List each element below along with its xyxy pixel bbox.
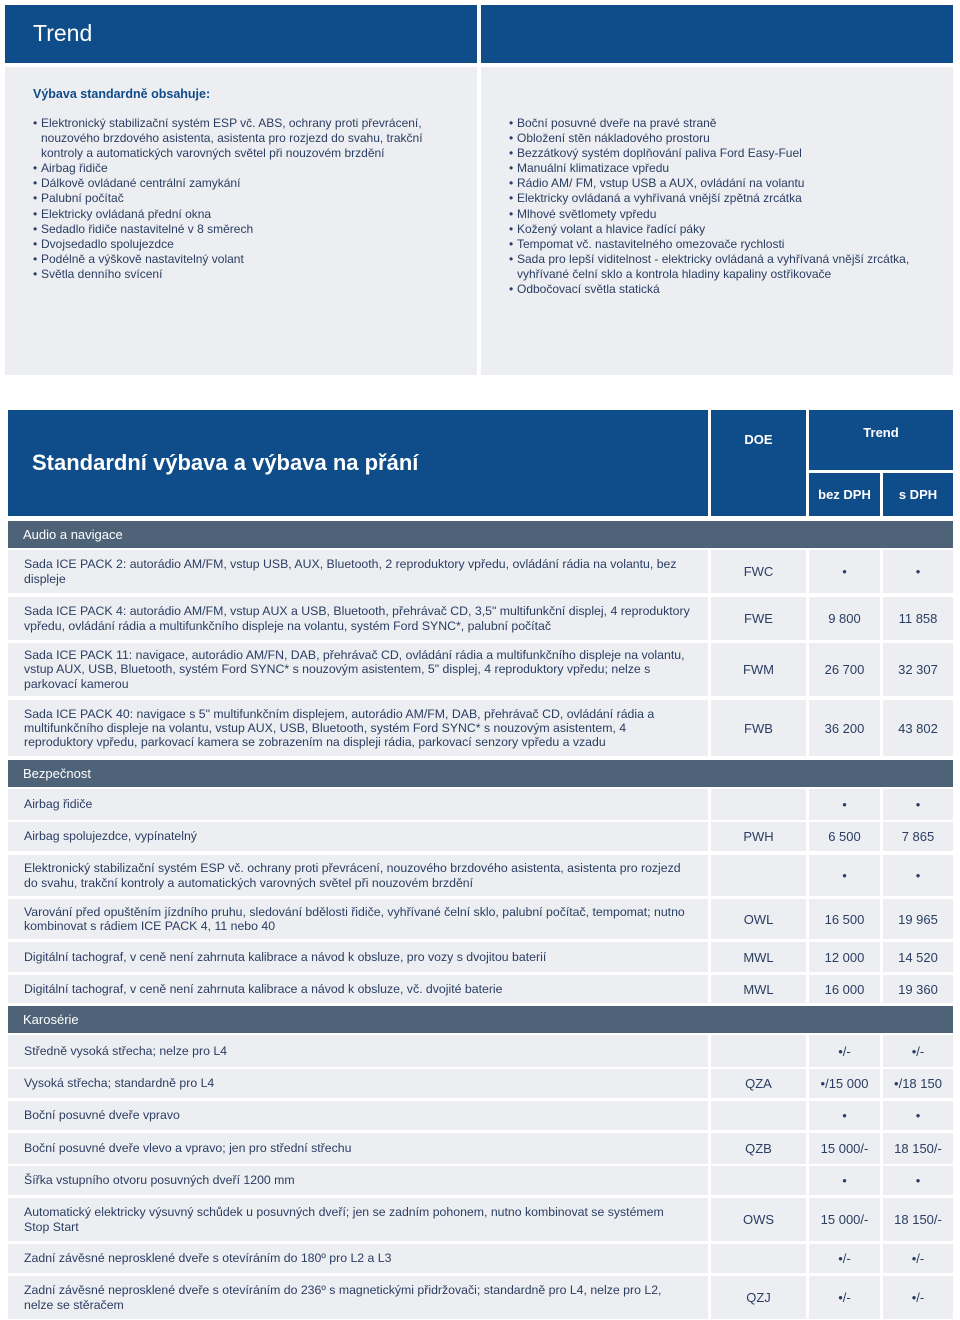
feature-item: • Podélně a výškově nastavitelný volant — [33, 252, 463, 267]
price-bez-dph-text: • — [842, 1108, 847, 1123]
option-code-text: FWE — [744, 611, 773, 626]
option-code — [711, 899, 806, 939]
price-bez-dph-text: 12 000 — [824, 949, 865, 965]
price-bez-dph-text: •/15 000 — [820, 1076, 869, 1091]
option-code-text: OWS — [742, 1212, 775, 1227]
option-description — [8, 1133, 708, 1164]
column-header-s-dph: s DPH — [883, 473, 953, 516]
price-bez-dph-text: 15 000/- — [820, 1212, 869, 1227]
table-row — [8, 855, 953, 896]
option-code — [711, 1166, 806, 1195]
option-code — [711, 1069, 806, 1098]
price-s-dph — [883, 1276, 953, 1319]
option-code — [711, 1244, 806, 1273]
option-description — [8, 1166, 708, 1195]
option-code — [711, 1276, 806, 1319]
price-bez-dph-text: 6 500 — [828, 829, 861, 844]
price-s-dph — [883, 1069, 953, 1098]
price-bez-dph — [809, 1244, 880, 1273]
feature-item: • Kožený volant a hlavice řadící páky — [509, 222, 939, 237]
price-s-dph — [883, 899, 953, 939]
price-s-dph-text: 11 858 — [898, 611, 938, 626]
standard-feature-list-right — [509, 116, 939, 297]
trend-subtitle: Výbava standardně obsahuje: — [33, 87, 211, 101]
trend-header-right — [481, 5, 953, 63]
price-s-dph-text: 32 307 — [898, 662, 938, 677]
table-row — [8, 1244, 953, 1273]
price-bez-dph — [809, 1276, 880, 1319]
feature-item: • Obložení stěn nákladového prostoru — [509, 131, 939, 146]
price-s-dph-text: 7 865 — [901, 829, 935, 844]
price-bez-dph — [809, 1101, 880, 1130]
option-description — [8, 899, 708, 939]
table-row — [8, 700, 953, 756]
price-bez-dph — [809, 899, 880, 939]
price-s-dph-text: •/- — [911, 1290, 925, 1305]
option-description-text: Středně vysoká střecha; nelze pro L4 — [24, 1043, 228, 1058]
option-code-text: QZJ — [746, 1290, 771, 1305]
price-s-dph — [883, 550, 953, 593]
standard-feature-list-left — [33, 116, 463, 282]
option-description — [8, 789, 708, 820]
price-s-dph — [883, 700, 953, 756]
option-description-text: Zadní závěsné neprosklené dveře s otevíráním do 180º pro L2 a L3 — [24, 1251, 392, 1266]
price-s-dph-text: • — [915, 868, 921, 883]
price-bez-dph — [809, 700, 880, 756]
option-description-text: Sada ICE PACK 4: autorádio AM/FM, vstup AUX a USB, Bluetooth, přehrávač CD, 3,5" multifunkční displej, 4 reproduktory vpředu, ovládání rádia a multifunkčního displeje na volantu, systém Ford SYNC*, palubní počítač — [24, 604, 690, 633]
option-code-text: QZB — [745, 1141, 772, 1156]
option-code — [711, 1133, 806, 1164]
price-bez-dph-text: • — [842, 868, 847, 883]
price-bez-dph — [809, 942, 880, 972]
option-description-text: Sada ICE PACK 2: autorádio AM/FM, vstup USB, AUX, Bluetooth, 2 reproduktory vpředu, ovládání rádia na volantu, bez displeje — [24, 557, 677, 586]
option-code — [711, 789, 806, 820]
trend-header — [5, 5, 477, 63]
option-description — [8, 855, 708, 896]
options-title-box — [8, 410, 708, 516]
price-s-dph — [883, 942, 953, 972]
option-code — [711, 822, 806, 851]
price-s-dph — [883, 1244, 953, 1273]
option-description — [8, 1198, 708, 1241]
feature-item: • Dvojsedadlo spolujezdce — [33, 237, 463, 252]
option-description — [8, 700, 708, 756]
option-description — [8, 1276, 708, 1319]
column-header-bez-dph: bez DPH — [809, 473, 880, 516]
option-code — [711, 1035, 806, 1067]
trend-panel — [5, 5, 953, 375]
option-description-text: Airbag spolujezdce, vypínatelný — [24, 829, 197, 844]
option-code-text: MWL — [743, 949, 774, 965]
price-s-dph — [883, 1101, 953, 1130]
option-description-text: Elektronický stabilizační systém ESP vč. ochrany proti převrácení, nouzového brzdového asistenta, asistenta pro rozjezd do svahu, trakční kontroly a automatických varovných světel při nouzovém brzdění — [24, 861, 681, 890]
option-code — [711, 700, 806, 756]
feature-item: • Tempomat vč. nastavitelného omezovače rychlosti — [509, 237, 939, 252]
price-s-dph-text: • — [915, 564, 921, 579]
feature-item: • Elektronický stabilizační systém ESP vč. ABS, ochrany proti převrácení, nouzového brzdového asistenta, asistenta pro rozjezd do svahu, trakční kontroly a automatických varovných světel při nouzovém brzdění — [33, 116, 463, 161]
section-header: Karosérie — [8, 1006, 953, 1033]
price-s-dph-text: 14 520 — [898, 949, 938, 965]
price-s-dph-text: •/18 150 — [894, 1076, 942, 1091]
table-row — [8, 1198, 953, 1241]
price-s-dph — [883, 1198, 953, 1241]
feature-item: • Dálkově ovládané centrální zamykání — [33, 176, 463, 191]
table-row — [8, 1276, 953, 1319]
option-description — [8, 942, 708, 972]
option-code-text: MWL — [743, 981, 774, 997]
section-header: Audio a navigace — [8, 521, 953, 548]
option-description-text: Vysoká střecha; standardně pro L4 — [24, 1076, 215, 1091]
price-s-dph — [883, 822, 953, 851]
option-description-text: Digitální tachograf, v ceně není zahrnuta kalibrace a návod k obsluze, pro vozy s dvojitou baterií — [24, 949, 547, 964]
price-bez-dph — [809, 1035, 880, 1067]
price-bez-dph-text: 9 800 — [828, 611, 861, 626]
price-bez-dph-text: 16 000 — [824, 981, 865, 997]
option-description — [8, 822, 708, 851]
price-bez-dph — [809, 855, 880, 896]
option-description — [8, 1101, 708, 1130]
table-row — [8, 942, 953, 972]
price-s-dph-text: 18 150/- — [894, 1212, 942, 1227]
price-bez-dph — [809, 1133, 880, 1164]
feature-item: • Mlhové světlomety vpředu — [509, 207, 939, 222]
price-s-dph-text: • — [915, 1108, 921, 1123]
price-bez-dph-text: 26 700 — [824, 662, 865, 677]
feature-item: • Rádio AM/ FM, vstup USB a AUX, ovládání na volantu — [509, 176, 939, 191]
price-bez-dph — [809, 597, 880, 640]
option-code — [711, 1101, 806, 1130]
feature-item: • Světla denního svícení — [33, 267, 463, 282]
price-s-dph-text: 43 802 — [898, 720, 938, 736]
price-s-dph — [883, 643, 953, 696]
price-s-dph — [883, 1133, 953, 1164]
table-row — [8, 643, 953, 696]
price-s-dph-text: 19 360 — [898, 981, 938, 997]
price-s-dph — [883, 855, 953, 896]
feature-item: • Sada pro lepší viditelnost - elektricky ovládaná a vyhřívaná vnější zrcátka, vyhřívané čelní sklo a kontrola hladiny kapaliny ostřikovače — [509, 252, 939, 282]
price-bez-dph — [809, 822, 880, 851]
option-code-text: OWL — [743, 911, 774, 927]
option-description — [8, 1244, 708, 1273]
table-row — [8, 550, 953, 593]
option-description-text: Sada ICE PACK 40: navigace s 5" multifunkčním displejem, autorádio AM/FM, DAB, přehrávač CD, ovládání rádia a multifunkčního displeje na volantu, vstup AUX, USB, Bluetooth, systém Ford SYNC* s nouzovým asistentem, 4 reproduktory vpředu, parkovací kamera se zobrazením na displeji rádia, parkovací senzory vpředu a vzadu — [24, 706, 655, 750]
table-row — [8, 1035, 953, 1067]
table-row — [8, 1166, 953, 1195]
option-description-text: Sada ICE PACK 11: navigace, autorádio AM/FN, DAB, přehrávač CD, ovládání rádia a multifunkčního displeje na volantu, vstup AUX, USB, Bluetooth, systém Ford SYNC* s nouzovým asistentem, 5" displej, 4 reproduktory vpředu; nelze s parkovací kamerou — [24, 648, 685, 691]
trend-standard-right — [481, 67, 953, 375]
price-bez-dph-text: 15 000/- — [820, 1141, 869, 1156]
table-row — [8, 975, 953, 1003]
price-bez-dph — [809, 1198, 880, 1241]
option-code — [711, 597, 806, 640]
price-bez-dph-text: •/- — [838, 1043, 851, 1059]
feature-item: • Elektricky ovládaná přední okna — [33, 207, 463, 222]
option-code — [711, 643, 806, 696]
options-title: Standardní výbava a výbava na přání — [32, 450, 419, 475]
feature-item: • Odbočovací světla statická — [509, 282, 939, 297]
option-code-text: PWH — [743, 829, 774, 844]
option-code — [711, 855, 806, 896]
column-header-trend: Trend — [809, 410, 953, 470]
price-bez-dph-text: • — [842, 797, 847, 812]
option-description-text: Boční posuvné dveře vpravo — [24, 1108, 180, 1123]
options-table-header — [8, 410, 953, 516]
table-row — [8, 822, 953, 851]
option-description — [8, 975, 708, 1003]
option-description-text: Varování před opuštěním jízdního pruhu, sledování bdělosti řidiče, vyhřívané čelní sklo, palubní počítač, tempomat; nutno kombinovat s rádiem ICE PACK 4, 11 nebo 40 — [24, 904, 685, 933]
feature-item: • Boční posuvné dveře na pravé straně — [509, 116, 939, 131]
table-row — [8, 1101, 953, 1130]
option-code-text: FWM — [742, 662, 775, 677]
price-s-dph-text: • — [915, 797, 921, 812]
feature-item: • Elektricky ovládaná a vyhřívaná vnější zpětná zrcátka — [509, 191, 939, 206]
price-s-dph — [883, 1035, 953, 1067]
option-code — [711, 550, 806, 593]
price-bez-dph-text: 36 200 — [824, 720, 865, 736]
price-s-dph — [883, 975, 953, 1003]
price-bez-dph — [809, 789, 880, 820]
price-s-dph-text: 19 965 — [898, 911, 938, 927]
option-description — [8, 597, 708, 640]
option-code-text: FWC — [743, 564, 774, 579]
feature-item: • Sedadlo řidiče nastavitelné v 8 směrech — [33, 222, 463, 237]
trend-title: Trend — [33, 20, 93, 46]
price-bez-dph-text: •/- — [838, 1251, 851, 1266]
option-description-text: Digitální tachograf, v ceně není zahrnuta kalibrace a návod k obsluze, vč. dvojité baterie — [24, 981, 503, 996]
option-description — [8, 1069, 708, 1098]
price-s-dph-text: • — [915, 1173, 921, 1188]
option-description-text: Šířka vstupního otvoru posuvných dveří 1200 mm — [24, 1173, 295, 1188]
feature-item: • Palubní počítač — [33, 191, 463, 206]
option-code — [711, 942, 806, 972]
option-code — [711, 1198, 806, 1241]
price-s-dph-text: 18 150/- — [894, 1141, 942, 1156]
option-description-text: Automatický elektricky výsuvný schůdek u posuvných dveří; jen se zadním pohonem, nutno kombinovat se systémem Stop Start — [24, 1205, 664, 1234]
price-bez-dph — [809, 550, 880, 593]
option-code — [711, 975, 806, 1003]
price-bez-dph-text: •/- — [838, 1290, 851, 1305]
option-code-text: FWB — [744, 720, 773, 736]
option-code-text: QZA — [745, 1076, 772, 1091]
price-bez-dph — [809, 1069, 880, 1098]
price-bez-dph-text: • — [842, 1173, 847, 1188]
price-s-dph — [883, 1166, 953, 1195]
column-header-doe: DOE — [711, 410, 806, 516]
price-bez-dph — [809, 1166, 880, 1195]
price-bez-dph-text: • — [842, 564, 847, 579]
feature-item: • Bezzátkový systém doplňování paliva Ford Easy-Fuel — [509, 146, 939, 161]
option-description — [8, 643, 708, 696]
price-s-dph — [883, 789, 953, 820]
feature-item: • Airbag řidiče — [33, 161, 463, 176]
feature-item: • Manuální klimatizace vpředu — [509, 161, 939, 176]
table-row — [8, 597, 953, 640]
price-bez-dph — [809, 975, 880, 1003]
table-row — [8, 899, 953, 939]
price-s-dph — [883, 597, 953, 640]
option-description — [8, 550, 708, 593]
section-header: Bezpečnost — [8, 760, 953, 787]
option-description-text: Boční posuvné dveře vlevo a vpravo; jen pro střední střechu — [24, 1141, 352, 1156]
option-description-text: Zadní závěsné neprosklené dveře s otevíráním do 236º s magnetickými přidržovači; standardně pro L4, nelze pro L2, nelze se stěračem — [24, 1283, 662, 1312]
trend-standard-left — [5, 67, 477, 375]
price-bez-dph-text: 16 500 — [824, 911, 865, 927]
table-row — [8, 1133, 953, 1164]
table-row — [8, 789, 953, 820]
price-s-dph-text: •/- — [911, 1043, 925, 1059]
table-row — [8, 1069, 953, 1098]
option-description — [8, 1035, 708, 1067]
option-description-text: Airbag řidiče — [24, 797, 93, 812]
price-bez-dph — [809, 643, 880, 696]
price-s-dph-text: •/- — [911, 1251, 925, 1266]
